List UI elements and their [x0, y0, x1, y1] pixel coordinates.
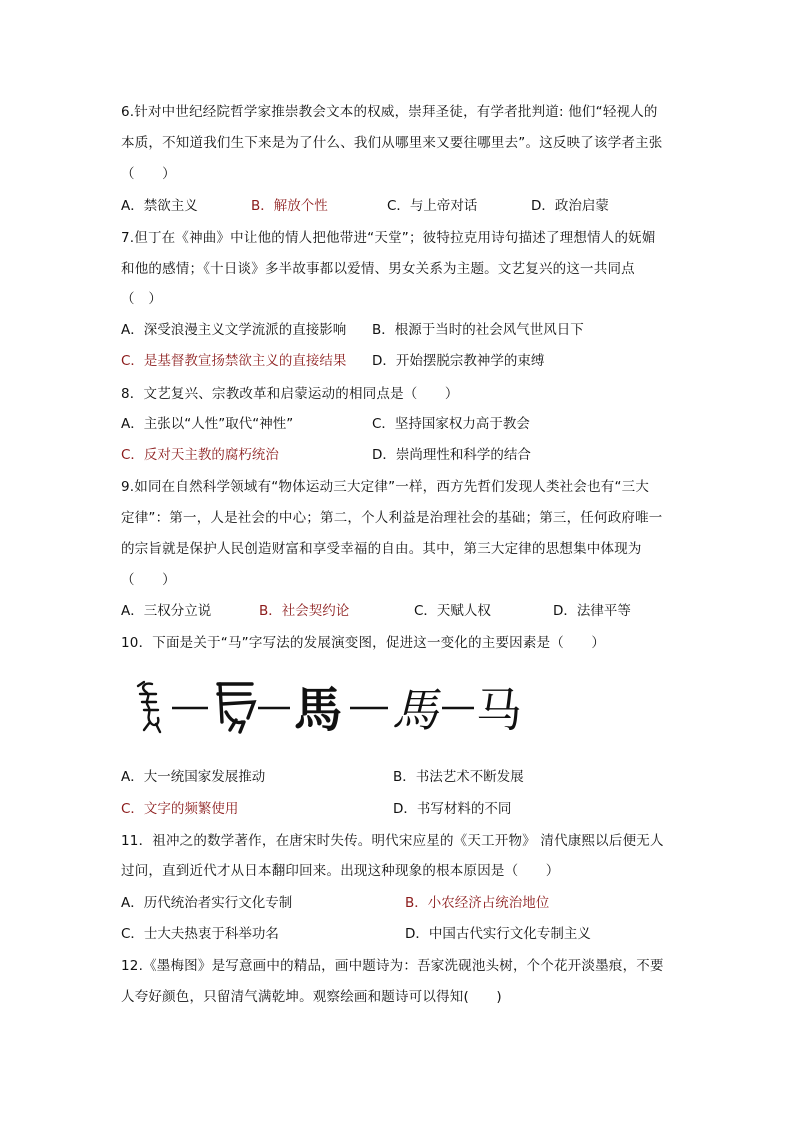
- q11-option-a: A．历代统治者实行文化专制: [121, 895, 293, 911]
- q7-option-a: A．深受浪漫主义文学流派的直接影响: [121, 322, 347, 338]
- oracle-bone-horse-glyph: [138, 682, 160, 732]
- q6-line-2: 本质，不知道我们生下来是为了什么、我们从哪里来又要往哪里去”。这反映了该学者主张: [121, 135, 663, 151]
- q10-line-1: 10．下面是关于“马”字写法的发展演变图，促进这一变化的主要因素是（ ）: [121, 635, 606, 651]
- q6-option-a: A．禁欲主义: [121, 198, 198, 214]
- horse-character-evolution-figure: [130, 672, 530, 738]
- q10-option-b: B．书法艺术不断发展: [393, 769, 524, 785]
- q7-option-d: D．开始摆脱宗教神学的束缚: [372, 353, 545, 369]
- q11-option-b: B．小农经济占统治地位: [405, 895, 550, 911]
- q9-option-d: D．法律平等: [553, 603, 631, 619]
- q8-option-d: D．崇尚理性和科学的结合: [372, 447, 531, 463]
- q9-line-2: 定律”：第一，人是社会的中心；第二，个人利益是治理社会的基础；第三，任何政府唯一: [121, 510, 663, 526]
- q6-line-3: （ ）: [121, 166, 176, 182]
- q9-option-b: B．社会契约论: [259, 603, 350, 619]
- q9-line-1: 9.如同在自然科学领域有“物体运动三大定律”一样，西方先哲们发现人类社会也有“三大: [121, 479, 650, 495]
- q7-option-b: B．根源于当时的社会风气世风日下: [372, 322, 584, 338]
- q8-line-1: 8．文艺复兴、宗教改革和启蒙运动的相同点是（ ）: [121, 386, 459, 402]
- q7-option-c: C．是基督教宣扬禁欲主义的直接结果: [121, 353, 347, 369]
- bronze-script-horse-glyph: [218, 684, 254, 732]
- q8-option-a: A．主张以“人性”取代“神性”: [121, 416, 294, 432]
- q6-line-1: 6.针对中世纪经院哲学家推崇教会文本的权威，崇拜圣徒，有学者批判道: 他们“轻视人的: [121, 104, 658, 120]
- q9-option-a: A．三权分立说: [121, 603, 212, 619]
- q7-line-2: 和他的感情；《十日谈》多半故事都以爱情、男女关系为主题。文艺复兴的这一共同点: [121, 261, 635, 277]
- simplified-horse-glyph: 马: [476, 683, 522, 737]
- q10-option-a: A．大一统国家发展推动: [121, 769, 266, 785]
- q9-option-c: C．天赋人权: [414, 603, 491, 619]
- clerical-script-horse-glyph: 馬: [294, 682, 343, 738]
- q7-line-3: （ ）: [121, 291, 163, 307]
- q8-option-c1: C．坚持国家权力高于教会: [372, 416, 530, 432]
- q10-option-c: C．文字的频繁使用: [121, 801, 239, 817]
- q11-option-c: C．士大夫热衷于科举功名: [121, 926, 279, 942]
- q8-option-c2: C．反对天主教的腐朽统治: [121, 447, 279, 463]
- q11-line-1: 11．祖冲之的数学著作，在唐宋时失传。明代宋应星的《天工开物》 清代康熙以后便无人: [121, 833, 664, 849]
- q12-line-2: 人夸好颜色，只留清气满乾坤。观察绘画和题诗可以得知( ): [121, 989, 502, 1005]
- q12-line-1: 12.《墨梅图》是写意画中的精品，画中题诗为：吾家洗砚池头树，个个花开淡墨痕，不要: [121, 958, 664, 974]
- q9-line-3: 的宗旨就是保护人民创造财富和享受幸福的自由。其中，第三大定律的思想集中体现为: [121, 541, 642, 557]
- q11-option-d: D．中国古代实行文化专制主义: [405, 926, 591, 942]
- q10-option-d: D．书写材料的不同: [393, 801, 512, 817]
- q9-line-4: （ ）: [121, 572, 176, 588]
- q6-option-d: D．政治启蒙: [531, 198, 609, 214]
- q7-line-1: 7.但丁在《神曲》中让他的情人把他带进“天堂”；彼特拉克用诗句描述了理想情人的妩媚: [121, 230, 656, 246]
- q6-option-c: C．与上帝对话: [387, 198, 478, 214]
- q6-option-b: B．解放个性: [251, 198, 328, 214]
- running-script-horse-glyph: 馬: [392, 683, 438, 737]
- q11-line-2: 过问，直到近代才从日本翻印回来。出现这种现象的根本原因是（ ）: [121, 863, 560, 879]
